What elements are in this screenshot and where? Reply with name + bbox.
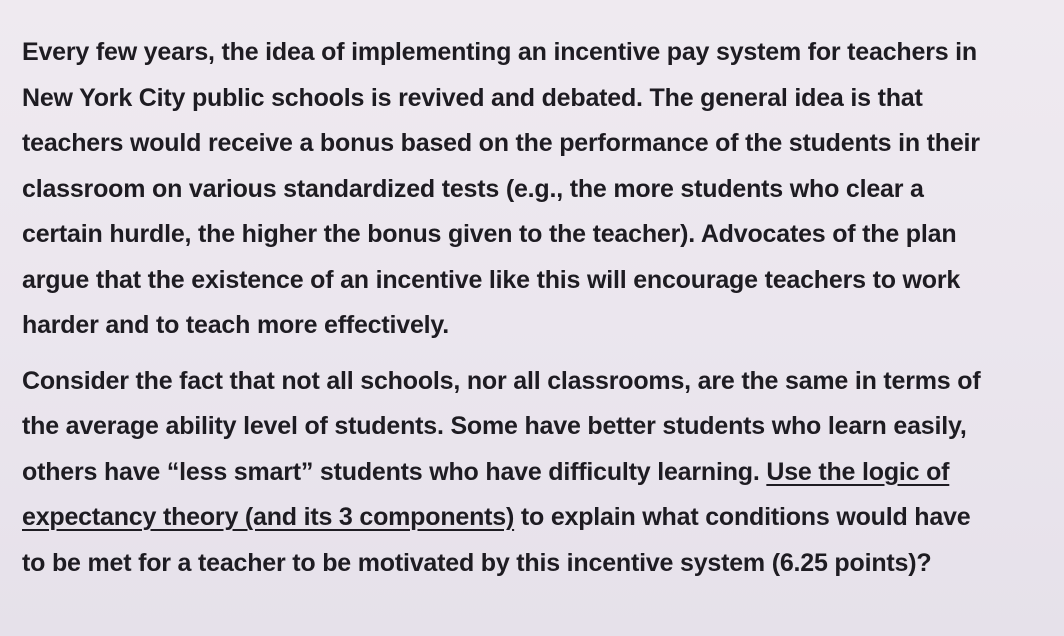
paragraph-2-line: the average ability level of students. Some have better students who learn easily, — [22, 412, 967, 440]
paragraph-context — [22, 30, 1042, 349]
underlined-instruction: Use the logic of — [766, 457, 950, 486]
question-text — [22, 30, 1042, 586]
paragraph-1-line: teachers would receive a bonus based on the performance of the students in their — [22, 129, 980, 157]
paragraph-1-line: classroom on various standardized tests (e.g., the more students who clear a — [22, 174, 924, 203]
paragraph-2-line: Consider the fact that not all schools, nor all classrooms, are the same in terms of — [22, 366, 981, 395]
paragraph-1-line: argue that the existence of an incentive like this will encourage teachers to work — [22, 265, 961, 294]
paragraph-question — [22, 359, 1042, 587]
paragraph-1-line: New York City public schools is revived and debated. The general idea is that — [22, 83, 923, 112]
paragraph-1-line: Every few years, the idea of implementing an incentive pay system for teachers in — [22, 38, 977, 66]
paragraph-1-line: certain hurdle, the higher the bonus given to the teacher). Advocates of the plan — [22, 220, 957, 248]
paragraph-1-line: harder and to teach more effectively. — [22, 311, 449, 339]
underlined-instruction: expectancy theory (and its 3 components) — [22, 503, 515, 531]
paragraph-2-text: to explain what conditions would have — [514, 503, 971, 531]
paragraph-2-line — [22, 450, 1042, 496]
paragraph-2-line: to be met for a teacher to be motivated by this incentive system (6.25 points)? — [22, 548, 932, 577]
paragraph-2-text: others have “less smart” students who have difficulty learning. — [22, 457, 767, 486]
paragraph-2-line — [22, 495, 1042, 541]
